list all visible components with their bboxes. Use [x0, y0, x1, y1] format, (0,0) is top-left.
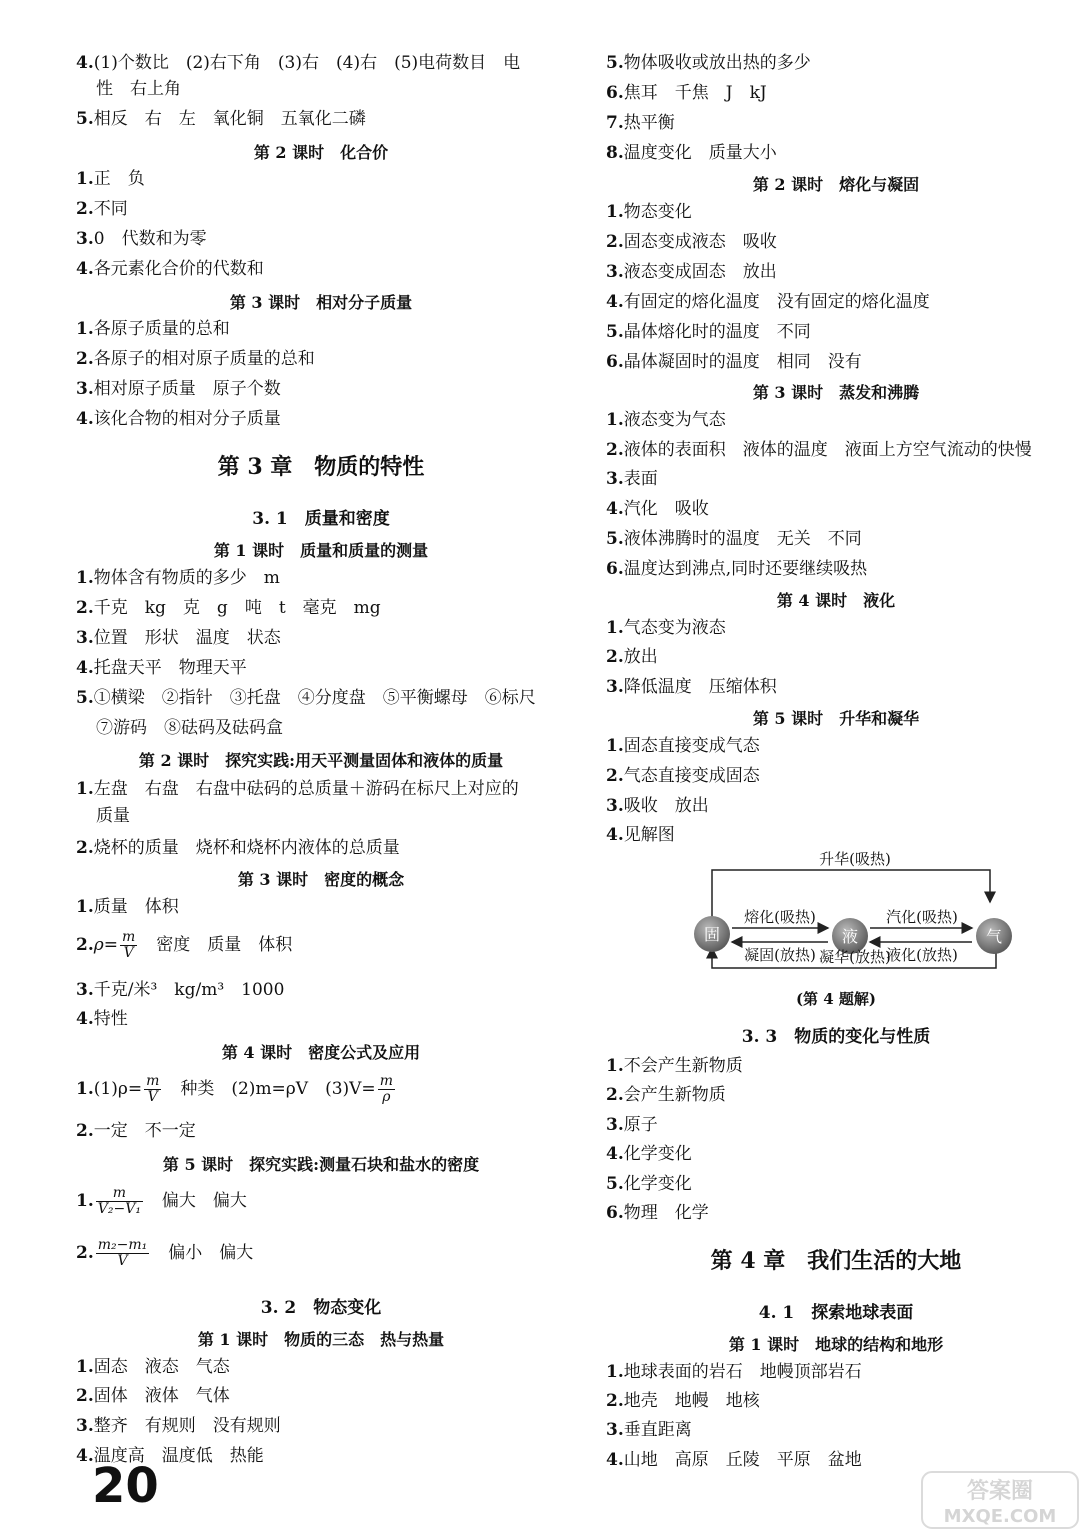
answer-text: 温度变化 质量大小	[623, 143, 777, 163]
answer-line	[76, 1008, 128, 1030]
answer-text: 不同	[93, 199, 128, 219]
section-heading: 3. 2 物态变化	[260, 1298, 382, 1318]
fraction-numerator: m	[96, 1186, 143, 1202]
answer-line	[76, 778, 519, 800]
watermark-logo	[920, 1470, 1080, 1530]
answer-text: 物体吸收或放出热的多少	[623, 53, 811, 73]
answer-line	[606, 1390, 760, 1412]
answer-text: 液态变成固态 放出	[623, 262, 777, 282]
answer-number: 3.	[606, 262, 624, 282]
melting-label: 熔化(吸热)	[744, 908, 816, 926]
answer-line	[606, 112, 675, 134]
answer-line	[76, 687, 536, 709]
answer-text: 千克/米³ kg/m³ 1000	[93, 980, 285, 1000]
answer-text: 相对原子质量 原子个数	[93, 379, 281, 399]
lesson-heading: 第 1 课时 地球的结构和地形	[728, 1335, 944, 1354]
answer-line	[76, 1238, 253, 1269]
answer-line	[606, 676, 777, 698]
answer-number: 3.	[606, 1115, 624, 1135]
chapter-heading: 第 4 章 我们生活的大地	[710, 1248, 962, 1274]
solid-label: 固	[703, 925, 721, 944]
answer-line	[606, 231, 777, 253]
answer-number: 2.	[76, 1121, 94, 1141]
fraction-denominator: ρ	[382, 1089, 391, 1105]
answer-line	[606, 824, 675, 846]
answer-line	[76, 1120, 196, 1142]
answer-number: 5.	[76, 109, 94, 129]
answer-line	[76, 198, 128, 220]
answer-line	[76, 567, 280, 589]
answer-number: 2.	[606, 647, 624, 667]
answer-number: 1.	[606, 202, 624, 222]
lesson-heading: 第 5 课时 探究实践:测量石块和盐水的密度	[162, 1155, 480, 1174]
answer-line	[76, 348, 315, 370]
lesson-heading: 第 3 课时 蒸发和沸腾	[752, 383, 920, 402]
answer-line	[606, 528, 862, 550]
answer-text: 热平衡	[623, 113, 675, 133]
answer-line	[76, 896, 179, 918]
answer-line	[76, 1074, 397, 1105]
answer-text: 固态直接变成气态	[623, 736, 760, 756]
svg-text:MXQE.COM: MXQE.COM	[943, 1506, 1057, 1527]
sublimation-label: 升华(吸热)	[819, 850, 891, 868]
lesson-heading: 第 2 课时 探究实践:用天平测量固体和液体的质量	[138, 751, 504, 770]
answer-text: 烧杯的质量 烧杯和烧杯内液体的总质量	[93, 838, 400, 858]
answer-number: 4.	[76, 53, 94, 73]
answer-text: 焦耳 千焦 J kJ	[623, 83, 767, 103]
solidifying-label: 凝固(放热)	[744, 946, 816, 964]
answer-line	[76, 108, 366, 130]
answer-line	[76, 318, 230, 340]
answer-line	[606, 201, 692, 223]
answer-line	[76, 930, 292, 961]
formula-text: ρ=	[93, 935, 118, 955]
svg-text:答案圈: 答案圈	[966, 1479, 1034, 1504]
answer-number: 3.	[606, 796, 624, 816]
answer-text: 固体 液体 气体	[93, 1386, 230, 1406]
answer-line	[606, 558, 867, 580]
answer-text: 放出	[623, 647, 658, 667]
lesson-heading: 第 3 课时 相对分子质量	[229, 293, 413, 312]
answer-line	[606, 439, 1032, 461]
deposition-label: 凝华(放热)	[819, 948, 891, 966]
answer-text: (1)个数比 (2)右下角 (3)右 (4)右 (5)电荷数目 电	[93, 53, 521, 73]
answer-number: 4.	[76, 259, 94, 279]
answer-number: 1.	[606, 618, 624, 638]
answer-number: 2.	[76, 838, 94, 858]
lesson-heading: 第 1 课时 质量和质量的测量	[213, 541, 429, 560]
answer-text: 化学变化	[623, 1144, 692, 1164]
answer-line	[76, 837, 400, 859]
answer-line	[606, 646, 658, 668]
answer-number: 2.	[606, 440, 624, 460]
answer-text: 液体沸腾时的温度 无关 不同	[623, 529, 862, 549]
answer-line	[76, 228, 207, 250]
answer-number: 4.	[606, 292, 624, 312]
answer-number: 4.	[606, 1450, 624, 1470]
section-heading: 3. 1 质量和密度	[252, 509, 390, 529]
answer-line	[76, 52, 520, 74]
gas-label: 气	[985, 927, 1003, 946]
answer-number: 2.	[76, 1386, 94, 1406]
answer-number: 2.	[606, 766, 624, 786]
formula-text: (1)ρ=	[93, 1079, 143, 1099]
answer-line	[606, 498, 709, 520]
answer-number: 5.	[606, 1174, 624, 1194]
answer-number: 3.	[76, 980, 94, 1000]
answer-text: ⑦游码 ⑧砝码及砝码盒	[96, 718, 283, 738]
answer-number: 3.	[76, 628, 94, 648]
answer-text: 该化合物的相对分子质量	[93, 409, 281, 429]
answer-number: 5.	[606, 322, 624, 342]
lesson-heading: 第 5 课时 升华和凝华	[752, 709, 920, 728]
answer-line	[76, 378, 281, 400]
answer-number: 5.	[606, 529, 624, 549]
answer-text: 吸收 放出	[623, 796, 709, 816]
answer-number: 3.	[76, 379, 94, 399]
answer-line	[606, 1449, 862, 1471]
answer-line	[76, 408, 281, 430]
liquid-label: 液	[841, 927, 859, 946]
answer-text: 左盘 右盘 右盘中砝码的总质量＋游码在标尺上对应的	[93, 779, 519, 799]
answer-line	[76, 627, 281, 649]
lesson-heading: 第 1 课时 物质的三态 热与热量	[197, 1330, 445, 1349]
answer-line	[606, 795, 709, 817]
answer-text: 气态直接变成固态	[623, 766, 760, 786]
lesson-heading: 第 4 课时 液化	[776, 591, 896, 610]
answer-text: 会产生新物质	[623, 1085, 726, 1105]
answer-line	[606, 1143, 692, 1165]
answer-line	[606, 1084, 726, 1106]
fraction	[120, 930, 137, 961]
answer-text: 降低温度 压缩体积	[623, 677, 777, 697]
answer-text: 固态 液态 气态	[93, 1357, 230, 1377]
answer-text: 物体含有物质的多少 m	[93, 568, 280, 588]
answer-line	[606, 765, 760, 787]
phase-diagram-svg	[690, 844, 1020, 974]
answer-number: 4.	[76, 658, 94, 678]
answer-number: 3.	[76, 1416, 94, 1436]
answer-text: 密度 质量 体积	[139, 935, 293, 955]
answer-text: 见解图	[623, 825, 675, 845]
answer-text: 地壳 地幔 地核	[623, 1391, 760, 1411]
answer-line	[606, 261, 777, 283]
answer-number: 5.	[76, 688, 94, 708]
answer-text: 液体的表面积 液体的温度 液面上方空气流动的快慢	[623, 440, 1032, 460]
answer-line	[606, 1055, 743, 1077]
answer-text: 地球表面的岩石 地幔顶部岩石	[623, 1362, 862, 1382]
answer-line	[606, 351, 862, 373]
answer-text: 各原子质量的总和	[93, 319, 230, 339]
liquefying-label: 液化(放热)	[886, 946, 958, 964]
answer-number: 3.	[606, 677, 624, 697]
answer-text: 物态变化	[623, 202, 692, 222]
answer-text: 温度达到沸点,同时还要继续吸热	[623, 559, 868, 579]
answer-text: 化学变化	[623, 1174, 692, 1194]
lesson-heading: 第 2 课时 化合价	[253, 143, 389, 162]
answer-text: 晶体熔化时的温度 不同	[623, 322, 811, 342]
formula-text: 种类 (2)m=ρV (3)V=	[163, 1079, 376, 1099]
answer-text: 液态变为气态	[623, 410, 726, 430]
answer-line	[76, 258, 264, 280]
answer-line	[76, 168, 145, 190]
answer-text: 物理 化学	[623, 1203, 709, 1223]
lesson-heading: 第 2 课时 熔化与凝固	[752, 175, 920, 194]
answer-number: 1.	[76, 169, 94, 189]
answer-number: 8.	[606, 143, 624, 163]
answer-line	[606, 1361, 862, 1383]
answer-number: 1.	[606, 736, 624, 756]
answer-line	[76, 979, 284, 1001]
answer-number: 4.	[76, 1009, 94, 1029]
answer-number: 4.	[76, 1446, 94, 1466]
phase-change-diagram	[690, 844, 1020, 974]
fraction-numerator: m	[379, 1073, 393, 1089]
answer-text: 垂直距离	[623, 1420, 692, 1440]
fraction-numerator: m	[146, 1073, 160, 1089]
answer-text: 千克 kg 克 g 吨 t 毫克 mg	[93, 598, 381, 618]
answer-text: 质量 体积	[93, 897, 179, 917]
answer-text: 山地 高原 丘陵 平原 盆地	[623, 1450, 862, 1470]
answer-text: 各元素化合价的代数和	[93, 259, 264, 279]
answer-number: 2.	[76, 199, 94, 219]
answer-text: 汽化 吸收	[623, 499, 709, 519]
answer-line	[606, 409, 726, 431]
answer-line	[76, 1415, 281, 1437]
fraction-denominator: V₂−V₁	[97, 1201, 141, 1217]
answer-number: 1.	[76, 897, 94, 917]
answer-number: 1.	[76, 319, 94, 339]
answer-number: 5.	[606, 53, 624, 73]
lesson-heading: 第 3 课时 密度的概念	[237, 870, 405, 889]
answer-number: 7.	[606, 113, 624, 133]
answer-text: 0 代数和为零	[93, 229, 207, 249]
vaporizing-label: 汽化(吸热)	[886, 908, 958, 926]
answer-text: 晶体凝固时的温度 相同 没有	[623, 352, 862, 372]
answer-text: 温度高 温度低 热能	[93, 1446, 264, 1466]
answer-number: 4.	[76, 409, 94, 429]
answer-number: 1.	[76, 1079, 94, 1099]
answer-text: 气态变为液态	[623, 618, 726, 638]
answer-text: 表面	[623, 469, 658, 489]
answer-line	[606, 617, 726, 639]
answer-line	[606, 1419, 692, 1441]
answer-number: 1.	[76, 1191, 94, 1211]
answer-number: 1.	[76, 779, 94, 799]
answer-text: 各原子的相对原子质量的总和	[93, 349, 315, 369]
answer-text: 托盘天平 物理天平	[93, 658, 247, 678]
answer-number: 1.	[606, 1056, 624, 1076]
fraction-numerator: m₂−m₁	[97, 1237, 148, 1253]
answer-line	[96, 717, 283, 739]
answer-number: 1.	[606, 1362, 624, 1382]
answer-number: 6.	[606, 559, 624, 579]
answer-line	[606, 82, 767, 104]
answer-text: 性 右上角	[96, 79, 181, 99]
fraction-denominator: V	[147, 1089, 158, 1105]
answer-text: 偏大 偏大	[144, 1191, 247, 1211]
answer-number: 2.	[76, 349, 94, 369]
answer-line	[76, 1385, 230, 1407]
answer-text: 正 负	[93, 169, 145, 189]
answer-number: 3.	[606, 1420, 624, 1440]
lesson-heading: 第 4 课时 密度公式及应用	[221, 1043, 421, 1062]
answer-line	[76, 657, 247, 679]
fraction-numerator: m	[122, 929, 136, 945]
answer-number: 1.	[76, 568, 94, 588]
answer-line	[96, 805, 130, 827]
answer-text: 一定 不一定	[93, 1121, 196, 1141]
page-number: 20	[92, 1458, 159, 1514]
answer-line	[606, 142, 777, 164]
fraction	[96, 1238, 150, 1269]
answer-line	[606, 52, 811, 74]
answer-line	[606, 468, 658, 490]
answer-number: 2.	[606, 1391, 624, 1411]
answer-line	[606, 1173, 692, 1195]
answer-number: 4.	[606, 1144, 624, 1164]
section-heading: 4. 1 探索地球表面	[758, 1303, 914, 1323]
answer-number: 2.	[76, 935, 94, 955]
fraction	[378, 1074, 395, 1105]
answer-number: 3.	[76, 229, 94, 249]
answer-text: 相反 右 左 氧化铜 五氧化二磷	[93, 109, 366, 129]
answer-number: 1.	[606, 410, 624, 430]
answer-number: 1.	[76, 1357, 94, 1377]
answer-line	[76, 1186, 247, 1217]
answer-line	[76, 597, 381, 619]
answer-text: 偏小 偏大	[151, 1243, 254, 1263]
section-heading: 3. 3 物质的变化与性质	[741, 1027, 931, 1047]
answer-number: 6.	[606, 352, 624, 372]
answer-line	[76, 1356, 230, 1378]
answer-text: 整齐 有规则 没有规则	[93, 1416, 281, 1436]
answer-text: 特性	[93, 1009, 128, 1029]
answer-number: 2.	[606, 1085, 624, 1105]
answer-line	[606, 321, 811, 343]
answer-line	[606, 291, 930, 313]
answer-text: 有固定的熔化温度 没有固定的熔化温度	[623, 292, 930, 312]
answer-line	[606, 1202, 709, 1224]
answer-text: 原子	[623, 1115, 658, 1135]
answer-number: 4.	[606, 499, 624, 519]
answer-text: 不会产生新物质	[623, 1056, 743, 1076]
answer-number: 3.	[606, 469, 624, 489]
answer-number: 6.	[606, 83, 624, 103]
figure-caption: (第 4 题解)	[795, 990, 877, 1008]
answer-text: 位置 形状 温度 状态	[93, 628, 281, 648]
chapter-heading: 第 3 章 物质的特性	[217, 454, 425, 480]
answer-text: 固态变成液态 吸收	[623, 232, 777, 252]
answer-number: 2.	[76, 598, 94, 618]
fraction	[96, 1186, 143, 1217]
answer-number: 4.	[606, 825, 624, 845]
answer-text: ①横梁 ②指针 ③托盘 ④分度盘 ⑤平衡螺母 ⑥标尺	[93, 688, 536, 708]
fraction-denominator: V	[123, 945, 134, 961]
answer-line	[606, 735, 760, 757]
answer-number: 6.	[606, 1203, 624, 1223]
fraction	[144, 1074, 161, 1105]
answer-number: 2.	[76, 1243, 94, 1263]
answer-line	[606, 1114, 658, 1136]
fraction-denominator: V	[117, 1253, 128, 1269]
answer-number: 2.	[606, 232, 624, 252]
answer-line	[96, 78, 181, 100]
answer-text: 质量	[96, 806, 130, 826]
